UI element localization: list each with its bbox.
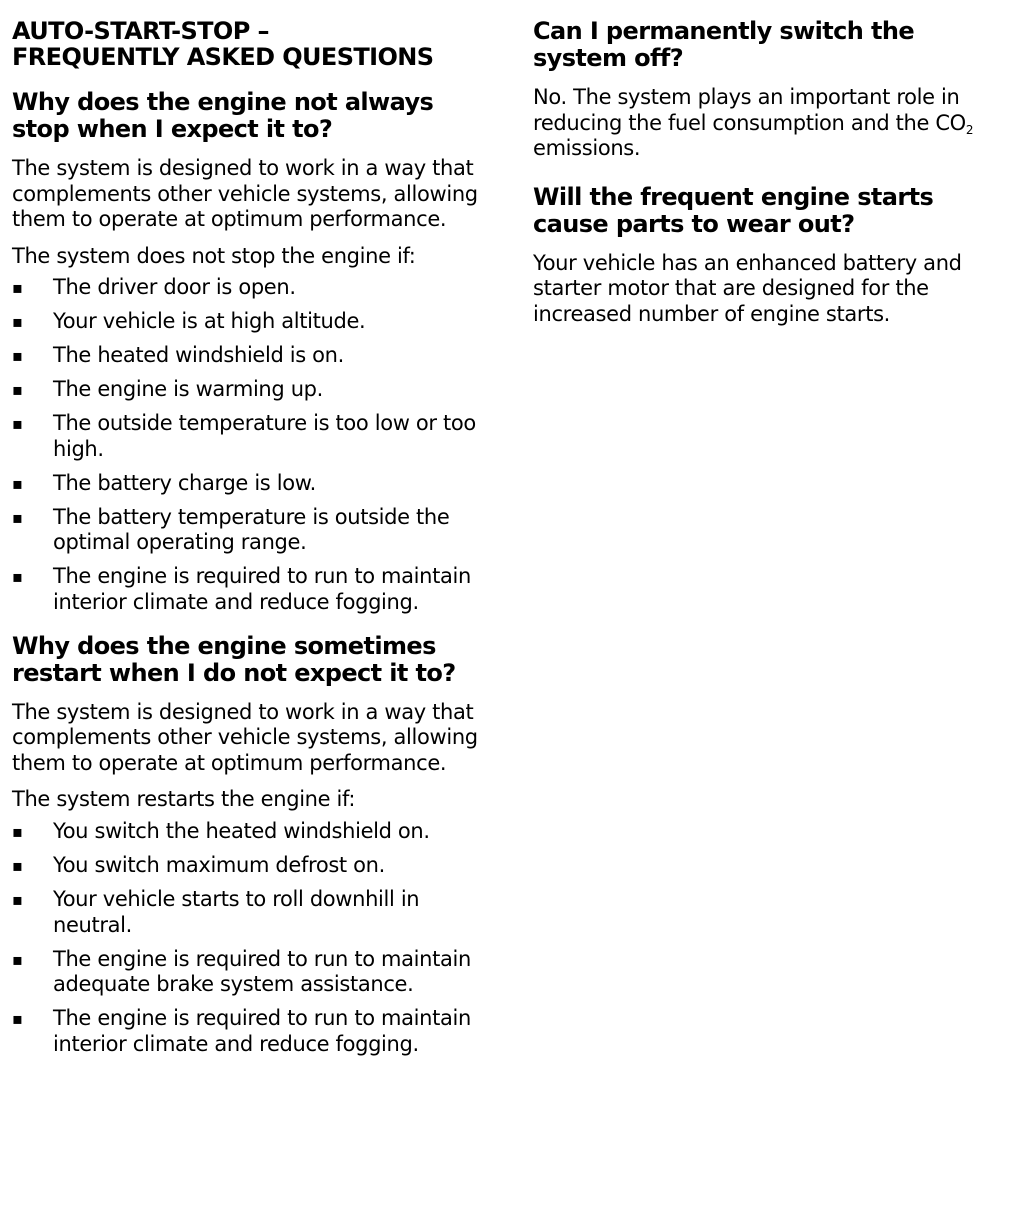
bullet-icon: ▪	[12, 346, 23, 366]
right-column	[533, 18, 1011, 339]
list-item: ▪ You switch maximum defrost on.	[12, 853, 385, 877]
section-title	[12, 18, 490, 70]
co2-subscript: 2	[965, 122, 974, 137]
question-line-2: system off?	[533, 44, 684, 72]
question-parts-wear	[533, 184, 1011, 238]
bullet-icon: ▪	[12, 312, 23, 332]
answer-paragraph: The system is designed to work in a way that complements other vehicle systems, allowing them to operate at optimum performance.	[12, 156, 478, 232]
bullet-icon: ▪	[12, 856, 23, 875]
bullet-icon: ▪	[12, 949, 23, 969]
list-item: ▪ You switch the heated windshield on.	[12, 819, 430, 844]
list-item: ▪ The driver door is open.	[12, 275, 296, 300]
bullet-icon: ▪	[12, 473, 23, 493]
list-item: ▪ The engine is required to run to maintain interior climate and reduce fogging.	[12, 564, 471, 615]
list-lead: The system does not stop the engine if:	[12, 243, 416, 268]
question-line-2: stop when I expect it to?	[12, 115, 333, 143]
list-item: ▪ The heated windshield is on.	[12, 343, 344, 368]
list-lead: The system restarts the engine if:	[12, 787, 356, 812]
question-line-1: Why does the engine not always	[12, 88, 434, 116]
question-line-1: Will the frequent engine starts	[533, 182, 934, 211]
question-switch-off	[533, 18, 1011, 72]
condition-list-restart	[12, 819, 490, 1057]
bullet-icon: ▪	[12, 822, 23, 842]
bullet-icon: ▪	[12, 380, 23, 400]
list-item: ▪ The battery charge is low.	[12, 470, 316, 495]
condition-list-no-stop	[12, 275, 490, 615]
question-line-1: Can I permanently switch the	[533, 17, 915, 45]
answer-paragraph: The system is designed to work in a way that complements other vehicle systems, allowing them to operate at optimum performance.	[12, 699, 478, 775]
question-engine-restart	[12, 633, 490, 687]
question-line-2: restart when I do not expect it to?	[12, 658, 456, 687]
section-title-line-2: FREQUENTLY ASKED QUESTIONS	[12, 43, 434, 71]
list-item: ▪ The engine is required to run to maintain adequate brake system assistance.	[12, 946, 471, 997]
question-line-2: cause parts to wear out?	[533, 209, 855, 238]
bullet-icon: ▪	[12, 414, 23, 434]
section-title-line-1: AUTO-START-STOP –	[12, 17, 269, 45]
bullet-icon: ▪	[12, 889, 23, 909]
bullet-icon: ▪	[12, 567, 23, 587]
answer-paragraph: No. The system plays an important role in reducing the fuel consumption and the $CO_2$ emissions.	[533, 85, 974, 161]
list-item: ▪ Your vehicle starts to roll downhill in neutral.	[12, 886, 420, 937]
list-item: ▪ The engine is required to run to maintain interior climate and reduce fogging.	[12, 1006, 471, 1056]
list-item: ▪ The battery temperature is outside the optimal operating range.	[12, 504, 450, 555]
list-item: ▪ The engine is warming up.	[12, 377, 323, 402]
bullet-icon: ▪	[12, 507, 23, 527]
question-engine-not-stop	[12, 89, 490, 143]
list-item: ▪ The outside temperature is too low or too high.	[12, 411, 476, 461]
bullet-icon: ▪	[12, 278, 23, 298]
question-line-1: Why does the engine sometimes	[12, 631, 436, 660]
answer-paragraph: Your vehicle has an enhanced battery and starter motor that are designed for the increased number of engine starts.	[533, 250, 962, 326]
bullet-icon: ▪	[12, 1009, 23, 1029]
left-column	[12, 18, 490, 1074]
list-item: ▪ Your vehicle is at high altitude.	[12, 309, 366, 334]
